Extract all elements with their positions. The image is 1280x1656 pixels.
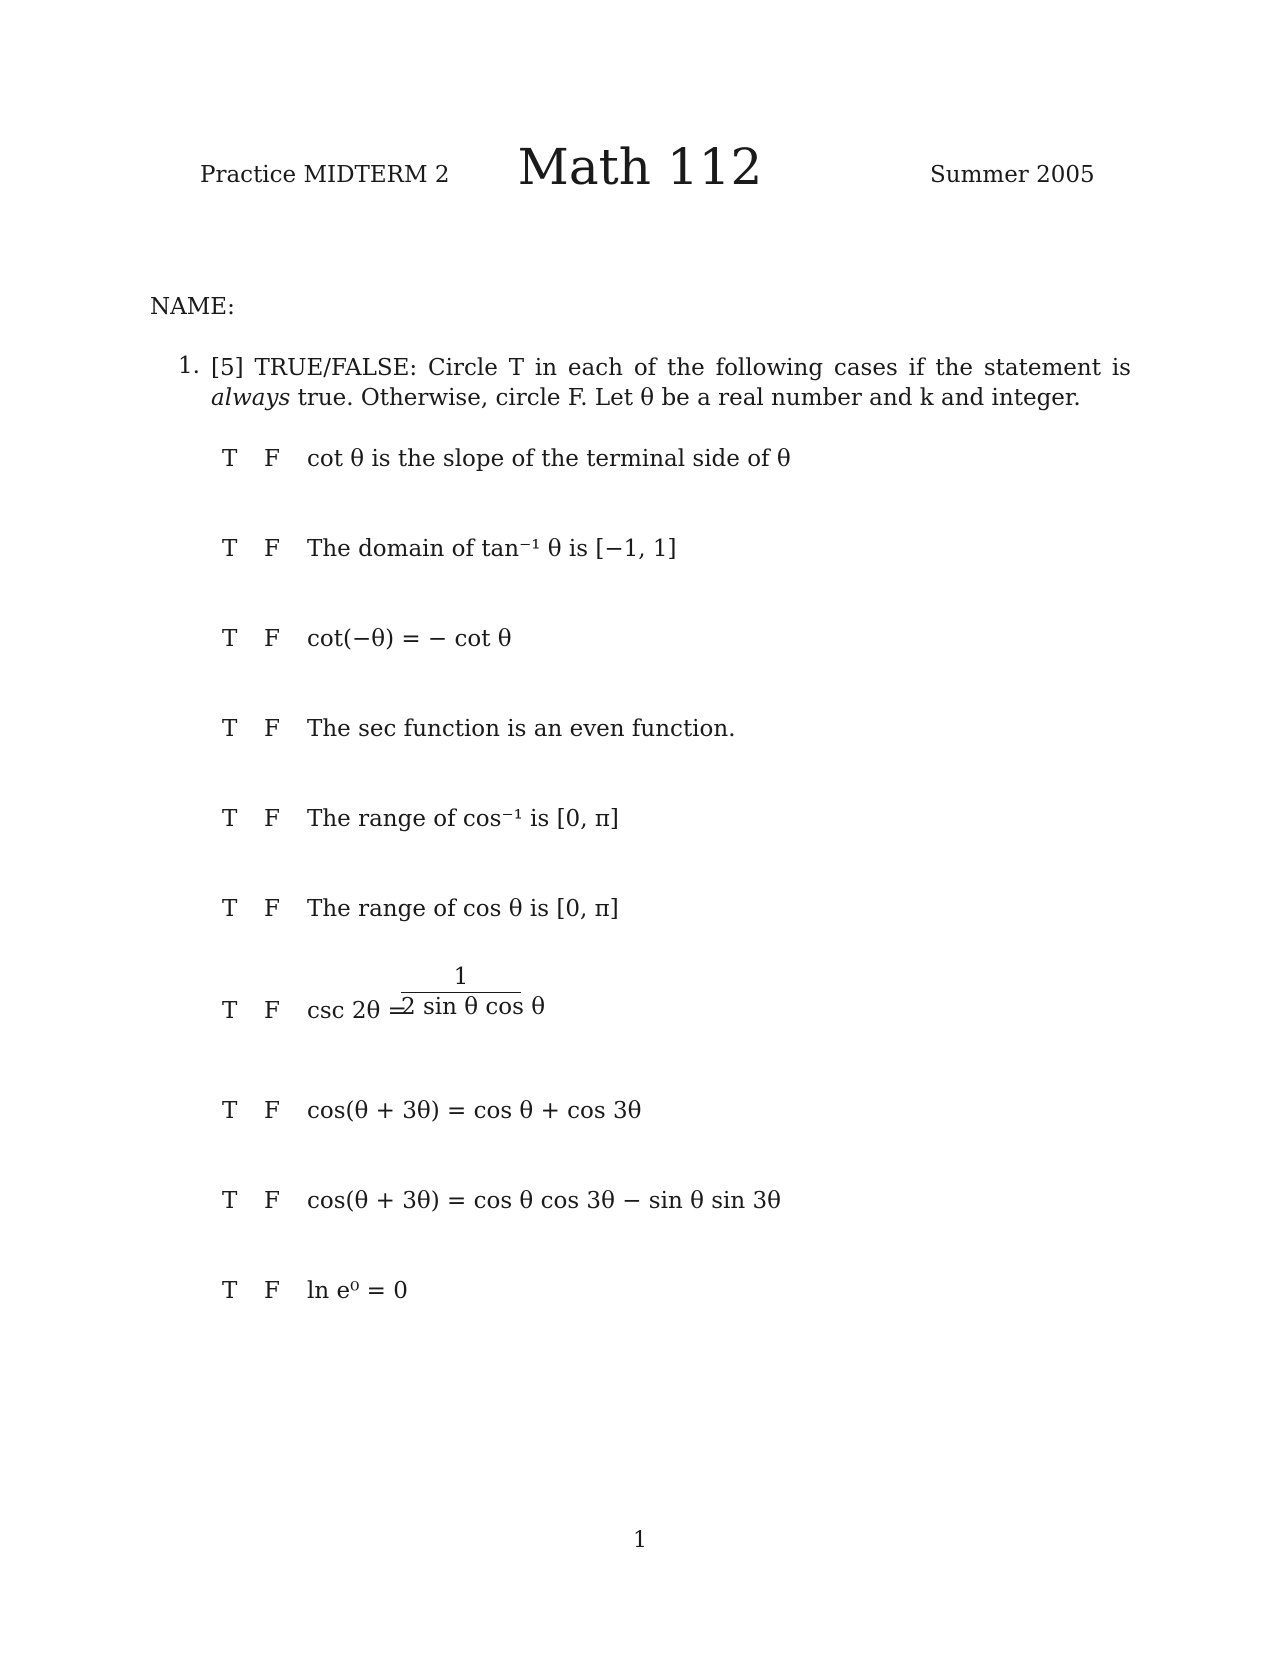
false-option[interactable]: F <box>264 1098 280 1124</box>
false-option[interactable]: F <box>264 536 280 562</box>
statement <box>307 964 546 1024</box>
false-option[interactable]: F <box>264 806 280 832</box>
statement: The range of cos θ is [0, π] <box>307 896 619 922</box>
statement: The range of cos⁻¹ is [0, π] <box>307 806 619 832</box>
statement: The domain of tan⁻¹ θ is [−1, 1] <box>307 536 677 562</box>
true-option[interactable]: T <box>222 998 238 1024</box>
page-number: 1 <box>633 1528 647 1553</box>
statement-lhs: csc 2θ = <box>307 998 407 1024</box>
statement: cos(θ + 3θ) = cos θ cos 3θ − sin θ sin 3θ <box>307 1188 782 1214</box>
statement: cos(θ + 3θ) = cos θ + cos 3θ <box>307 1098 642 1124</box>
statement: ln e⁰ = 0 <box>307 1278 408 1304</box>
header-left: Practice MIDTERM 2 <box>200 162 450 188</box>
statement: cot θ is the slope of the terminal side of θ <box>307 446 791 472</box>
fraction <box>401 964 546 1020</box>
false-option[interactable]: F <box>264 896 280 922</box>
false-option[interactable]: F <box>264 1278 280 1304</box>
question-text-after: true. Otherwise, circle F. Let θ be a real number and k and integer. <box>290 385 1081 411</box>
true-option[interactable]: T <box>222 536 238 562</box>
true-option[interactable]: T <box>222 896 238 922</box>
false-option[interactable]: F <box>264 1188 280 1214</box>
false-option[interactable]: F <box>264 446 280 472</box>
statement: The sec function is an even function. <box>307 716 736 742</box>
true-option[interactable]: T <box>222 626 238 652</box>
false-option[interactable]: F <box>264 716 280 742</box>
question-text <box>211 353 1131 413</box>
fraction-numerator: 1 <box>401 964 521 993</box>
true-option[interactable]: T <box>222 806 238 832</box>
false-option[interactable]: F <box>264 626 280 652</box>
true-option[interactable]: T <box>222 446 238 472</box>
question-number: 1. <box>178 353 200 379</box>
name-label: NAME: <box>150 294 235 320</box>
true-option[interactable]: T <box>222 1098 238 1124</box>
question-text-emphasis: always <box>211 385 291 411</box>
page-title: Math 112 <box>517 138 763 196</box>
true-option[interactable]: T <box>222 1188 238 1214</box>
header-right: Summer 2005 <box>930 162 1095 188</box>
fraction-denominator: 2 sin θ cos θ <box>401 994 546 1020</box>
statement: cot(−θ) = − cot θ <box>307 626 512 652</box>
question-text-before: [5] TRUE/FALSE: Circle T in each of the following cases if the statement is <box>211 355 1131 381</box>
false-option[interactable]: F <box>264 998 280 1024</box>
true-option[interactable]: T <box>222 716 238 742</box>
true-option[interactable]: T <box>222 1278 238 1304</box>
